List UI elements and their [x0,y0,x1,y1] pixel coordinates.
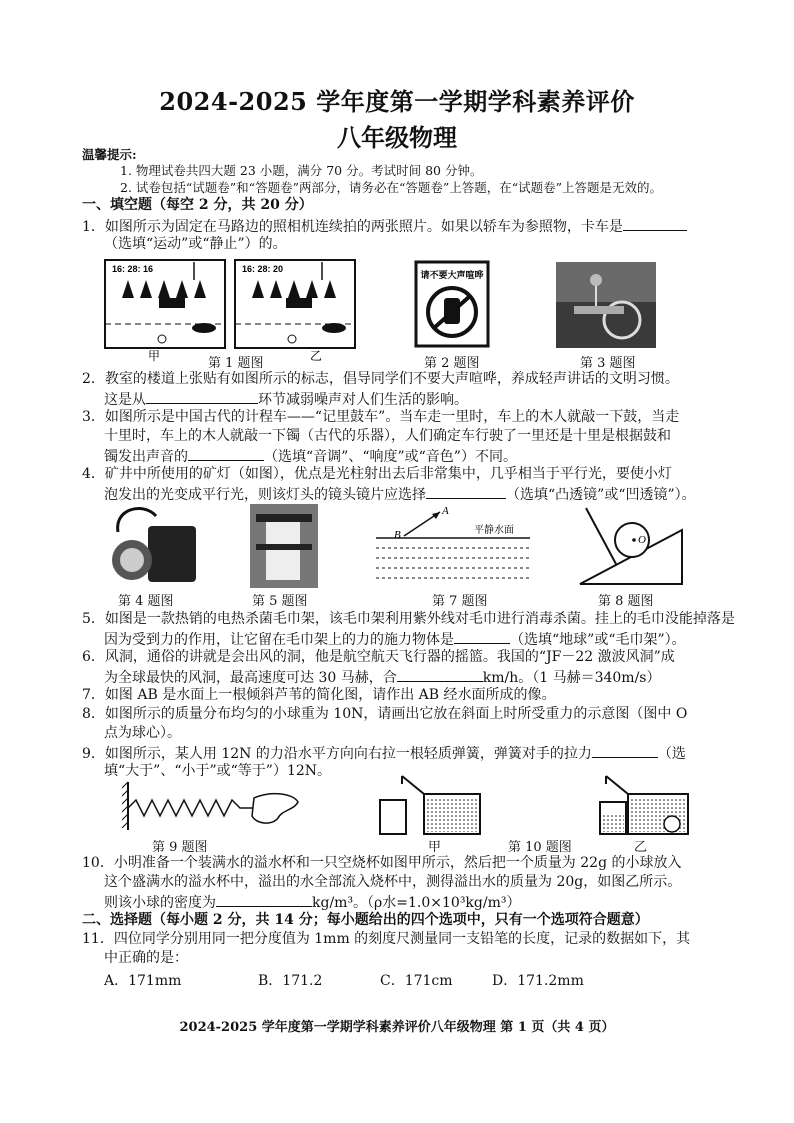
section-2-heading: 二、选择题（每小题 2 分，共 14 分；每小题给出的四个选项中，只有一个选项符合题意） [82,912,649,928]
fig2-sign-text: 请不要大声喧哗 [420,271,484,281]
q10-line-1: 10．小明准备一个装满水的溢水杯和一只空烧杯如图甲所示，然后把一个质量为 22g 的小球放入 [82,855,682,871]
truck-b [286,298,312,308]
q4-line-2: 泡发出的光变成平行光，则该灯头的镜头镜片应选择 （选填“凸透镜”或“凹透镜”）。 [104,484,696,504]
fig7-water-label: 平静水面 [474,525,514,536]
q7-text: 7．如图 AB 是水面上一根倾斜芦苇的简化图，请作出 AB 经水面所成的像。 [82,687,556,703]
fig5-caption: 第 5 题图 [252,594,308,609]
fig1-caption: 第 1 题图 [208,356,264,371]
q11-option-b: B．171.2 [258,973,323,989]
fig2-caption: 第 2 题图 [424,356,480,371]
q10-line-2: 这个盛满水的溢水杯中，溢出的水全部流入烧杯中，测得溢出水的质量为 20g，如图乙所示。 [104,874,682,890]
small-ball [664,816,680,832]
fig1-label-b: 乙 [310,349,323,363]
q11-option-c: C．171cm [380,973,453,989]
fig10-caption: 第 10 题图 [508,840,572,855]
q6-line-2: 为全球最快的风洞，最高速度可达 30 马赫，合 km/h。（1 马赫＝340m/s） [104,667,660,687]
spring-coil [128,800,254,816]
q1-line-2: （选填“运动”或“静止”）的。 [104,236,287,252]
battery-box [148,526,196,582]
fig2-sign [414,260,490,350]
section-1-heading: 一、填空题（每空 2 分，共 20 分） [82,197,313,213]
q11-option-a: A．171mm [104,973,182,989]
fig3-drum-cart [556,262,656,348]
lamp-icon [120,548,144,572]
towel [266,522,300,580]
fig7-label-a: A [442,505,449,517]
fig10-label-b: 乙 [634,840,648,855]
q1-line-1: 1．如图所示为固定在马路边的照相机连续拍的两张照片。如果以轿车为参照物，卡车是 [82,216,687,236]
fig1-time-b: 16: 28: 20 [242,264,284,274]
q8-line-1: 8．如图所示的质量分布均匀的小球重为 10N，请画出它放在斜面上时所受重力的示意图（图中 O [82,706,688,722]
fig3-caption: 第 3 题图 [580,356,636,371]
fig7-reed-water [370,502,540,588]
q5-line-1: 5．如图是一款热销的电热杀菌毛巾架，该毛巾架利用紫外线对毛巾进行消毒杀菌。挂上的毛巾没能掉落是 [82,611,735,627]
fig7-label-b: B [394,529,401,541]
fig4-caption: 第 4 题图 [118,594,174,609]
q2-line-1: 2．教室的楼道上张贴有如图所示的标志，倡导同学们不要大声喧哗，养成轻声讲话的文明习惯。 [82,371,679,387]
tips-heading: 温馨提示: [82,147,137,162]
fig8-caption: 第 8 题图 [598,594,654,609]
fig7-caption: 第 7 题图 [432,594,488,609]
fig9-spring [122,780,302,836]
q4-line-1: 4．矿井中所使用的矿灯（如图），优点是光柱射出去后非常集中，几乎相当于平行光，要使小灯 [82,466,672,482]
q3-line-3: 镯发出声音的 （选填“音调”、“响度”或“音色”）不同。 [104,446,517,466]
q11-option-d: D．171.2mm [492,973,584,989]
q3-line-2: 十里时，车上的木人就敲一下镯（古代的乐器），人们确定车行驶了一里还是十里是根据鼓和 [104,428,671,444]
fig1-label-a: 甲 [148,349,161,363]
q3-line-1: 3．如图所示是中国古代的计程车——“记里鼓车”。当车走一里时，车上的木人就敲一下鼓，当走 [82,409,680,425]
truck-a [159,298,185,308]
car-a [192,323,216,333]
page-footer: 2024-2025 学年度第一学期学科素养评价八年级物理 第 1 页（共 4 页） [179,1020,615,1035]
q10-line-3: 则该小球的密度为 kg/m³。（ρ水=1.0×10³kg/m³） [104,892,520,912]
fig8-label-o: O [638,534,646,546]
beaker-a [380,800,406,834]
q11-line-1: 11．四位同学分别用同一把分度值为 1mm 的刻度尺测量同一支铅笔的长度，记录的数据如下，其 [82,931,691,947]
fig8-ball-incline [576,500,686,590]
fig4-miner-lamp [104,502,200,588]
q9-line-2: 填“大于”、“小于”或“等于”）12N。 [104,763,332,779]
exam-subtitle: 八年级物理 [337,123,457,152]
fig1-time-a: 16: 28: 16 [112,264,154,274]
q6-line-1: 6．风洞，通俗的讲就是会出风的洞，他是航空航天飞行器的摇篮。我国的“JF－22 激波风洞”成 [82,649,675,665]
q2-line-2: 这是从 环节减弱噪声对人们生活的影响。 [104,389,468,409]
fig10-overflow-cups [374,770,694,840]
fig5-towel-rack [250,504,318,588]
tip-1: 1. 物理试卷共四大题 23 小题，满分 70 分。考试时间 80 分钟。 [120,163,483,178]
q5-line-2: 因为受到力的作用，让它留在毛巾架上的力的施力物体是 （选填“地球”或“毛巾架”）。 [104,629,686,649]
fig10-label-a: 甲 [428,840,442,855]
q9-line-1: 9．如图所示，某人用 12N 的力沿水平方向向右拉一根轻质弹簧，弹簧对手的拉力 （选 [82,743,686,763]
fig9-caption: 第 9 题图 [152,840,208,855]
exam-title: 2024-2025 学年度第一学期学科素养评价 [159,87,635,116]
q8-line-2: 点为球心）。 [104,725,181,741]
car-b [322,323,346,333]
q11-line-2: 中正确的是： [104,950,188,966]
hand-icon [252,794,298,823]
tip-2: 2. 试卷包括“试题卷”和“答题卷”两部分，请务必在“答题卷”上答题，在“试题卷”上答题是无效的。 [120,180,663,195]
